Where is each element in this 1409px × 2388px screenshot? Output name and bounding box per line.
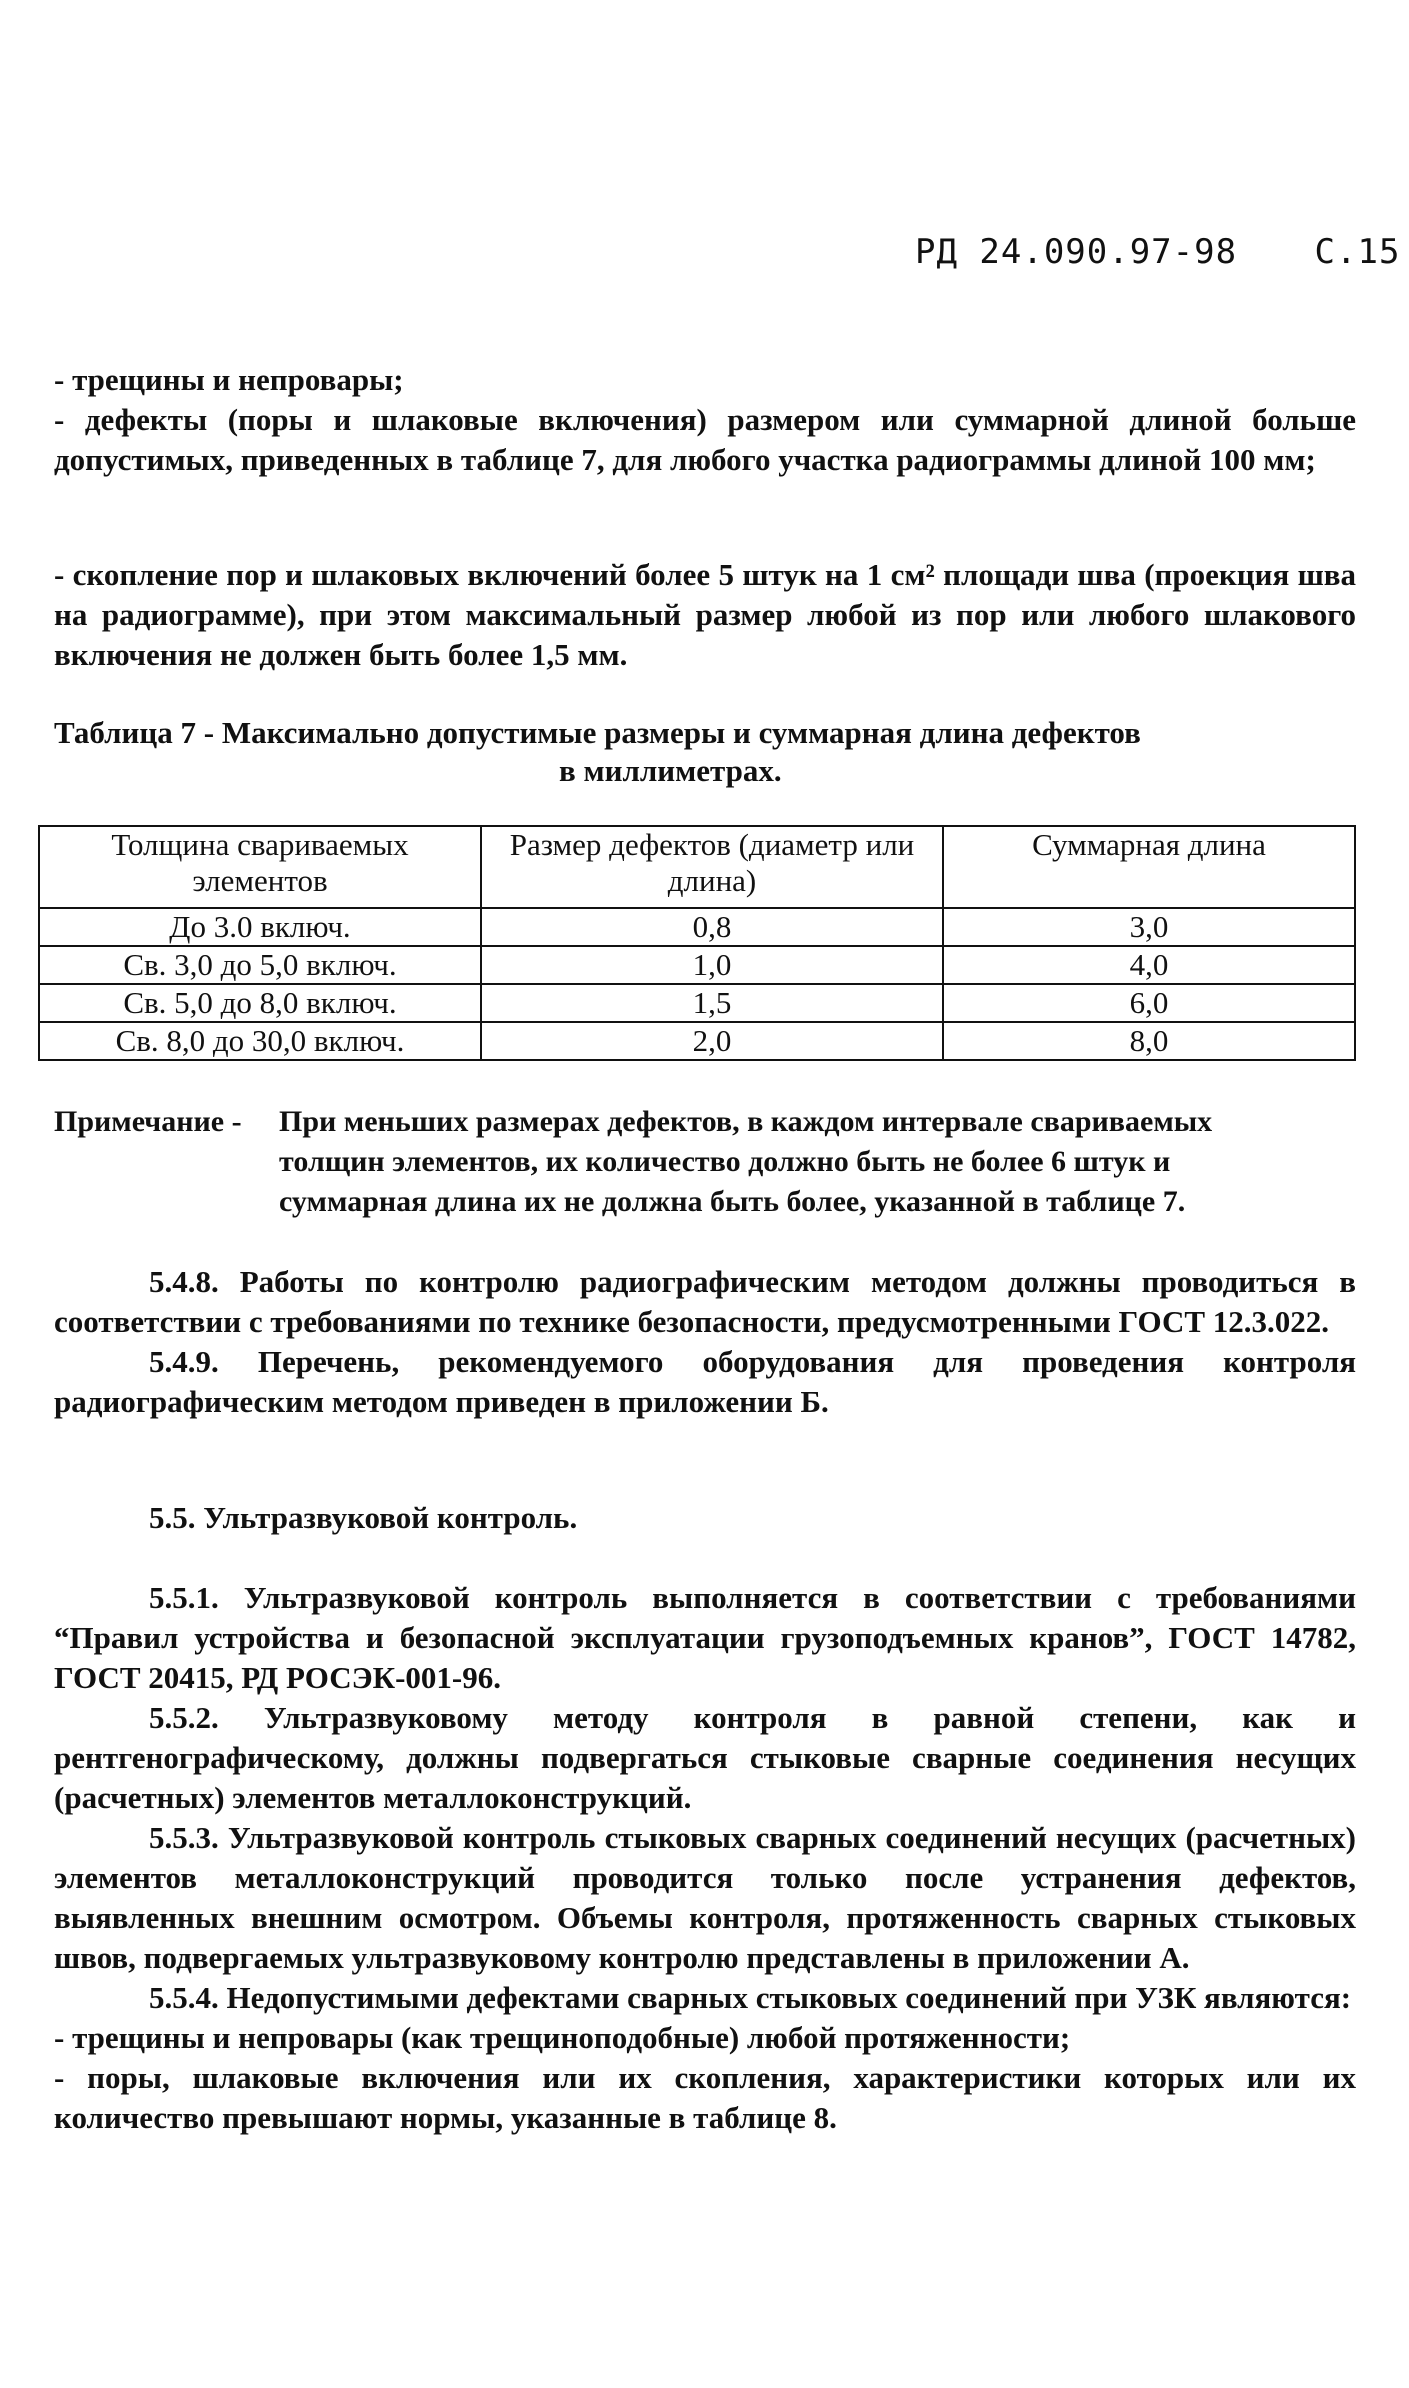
- cell-thickness: До 3.0 включ.: [39, 908, 481, 946]
- cell-total-length: 4,0: [943, 946, 1355, 984]
- final-item: - поры, шлаковые включения или их скопления, характеристики которых или их количество превышают нормы, указанные в таблице 8.: [54, 2060, 1356, 2135]
- cell-defect-size: 0,8: [481, 908, 943, 946]
- header-total-length: Суммарная длина: [943, 826, 1355, 908]
- cell-total-length: 6,0: [943, 984, 1355, 1022]
- cell-thickness: Св. 3,0 до 5,0 включ.: [39, 946, 481, 984]
- intro-item: - дефекты (поры и шлаковые включения) размером или суммарной длиной больше допустимых, приведенных в таблице 7, для любого участка радиограммы длиной 100 мм;: [54, 402, 1356, 477]
- cell-defect-size: 1,5: [481, 984, 943, 1022]
- table-row: [39, 984, 1355, 1022]
- cell-total-length: 3,0: [943, 908, 1355, 946]
- paragraph-5-4-9: 5.4.9. Перечень, рекомендуемого оборудования для проведения контроля радиографическим методом приведен в приложении Б.: [54, 1344, 1356, 1419]
- cell-thickness: Св. 5,0 до 8,0 включ.: [39, 984, 481, 1022]
- table-row: [39, 1022, 1355, 1060]
- table-row: [39, 908, 1355, 946]
- note-line: толщин элементов, их количество должно быть не более 6 штук и: [279, 1145, 1171, 1178]
- header-thickness: Толщина свариваемых элементов: [39, 826, 481, 908]
- intro-item: - трещины и непровары;: [54, 362, 404, 397]
- document-code: РД 24.090.97-98: [915, 232, 1238, 272]
- paragraph-5-5-3: 5.5.3. Ультразвуковой контроль стыковых сварных соединений несущих (расчетных) элементов металлоконструкций проводится только после устранения дефектов, выявленных внешним осмотром. Объемы контроля, протяженность сварных стыковых швов, подвергаемых ультразвуковому контролю представлены в приложении А.: [54, 1820, 1356, 1975]
- table-caption-line1: Таблица 7 - Максимально допустимые размеры и суммарная длина дефектов: [54, 715, 1141, 750]
- intro-list-2: [54, 555, 1356, 675]
- cell-defect-size: 2,0: [481, 1022, 943, 1060]
- paragraph-5-5-4: 5.5.4. Недопустимыми дефектами сварных стыковых соединений при УЗК являются:: [149, 1980, 1352, 2015]
- paragraph-5-4-8: 5.4.8. Работы по контролю радиографическим методом должны проводиться в соответствии с требованиями по технике безопасности, предусмотренными ГОСТ 12.3.022.: [54, 1264, 1356, 1339]
- section-5-4: [54, 1262, 1356, 1422]
- paragraph-5-5-2: 5.5.2. Ультразвуковому методу контроля в равной степени, как и рентгенографическому, должны подвергаться стыковые сварные соединения несущих (расчетных) элементов металлоконструкций.: [54, 1700, 1356, 1815]
- cell-thickness: Св. 8,0 до 30,0 включ.: [39, 1022, 481, 1060]
- note-label: Примечание -: [54, 1105, 242, 1138]
- table-note: [54, 1102, 1356, 1222]
- table-row: [39, 946, 1355, 984]
- final-item: - трещины и непровары (как трещиноподобные) любой протяженности;: [54, 2020, 1071, 2055]
- intro-list: [54, 360, 1356, 480]
- page-header: [915, 232, 1400, 272]
- section-5-5: [54, 1578, 1356, 2138]
- intro-item: - скопление пор и шлаковых включений более 5 штук на 1 см² площади шва (проекция шва на радиограмме), при этом максимальный размер любой из пор или любого шлакового включения не должен быть более 1,5 мм.: [54, 557, 1356, 672]
- note-line: При меньших размерах дефектов, в каждом интервале свариваемых: [279, 1105, 1213, 1138]
- paragraph-5-5-1: 5.5.1. Ультразвуковой контроль выполняется в соответствии с требованиями “Правил устройства и безопасной эксплуатации грузоподъемных кранов”, ГОСТ 14782, ГОСТ 20415, РД РОСЭК-001-96.: [54, 1580, 1356, 1695]
- section-5-5-heading: [54, 1498, 1356, 1538]
- table-caption-line2: в миллиметрах.: [559, 753, 782, 788]
- section-heading: 5.5. Ультразвуковой контроль.: [149, 1500, 578, 1535]
- cell-defect-size: 1,0: [481, 946, 943, 984]
- table-header-row: [39, 826, 1355, 908]
- cell-total-length: 8,0: [943, 1022, 1355, 1060]
- header-defect-size: Размер дефектов (диаметр или длина): [481, 826, 943, 908]
- note-body: [279, 1102, 1356, 1222]
- table-caption: [54, 714, 1356, 790]
- note-line: суммарная длина их не должна быть более, указанной в таблице 7.: [279, 1185, 1186, 1218]
- defects-table: [38, 825, 1356, 1061]
- page-number: С.15: [1314, 232, 1401, 272]
